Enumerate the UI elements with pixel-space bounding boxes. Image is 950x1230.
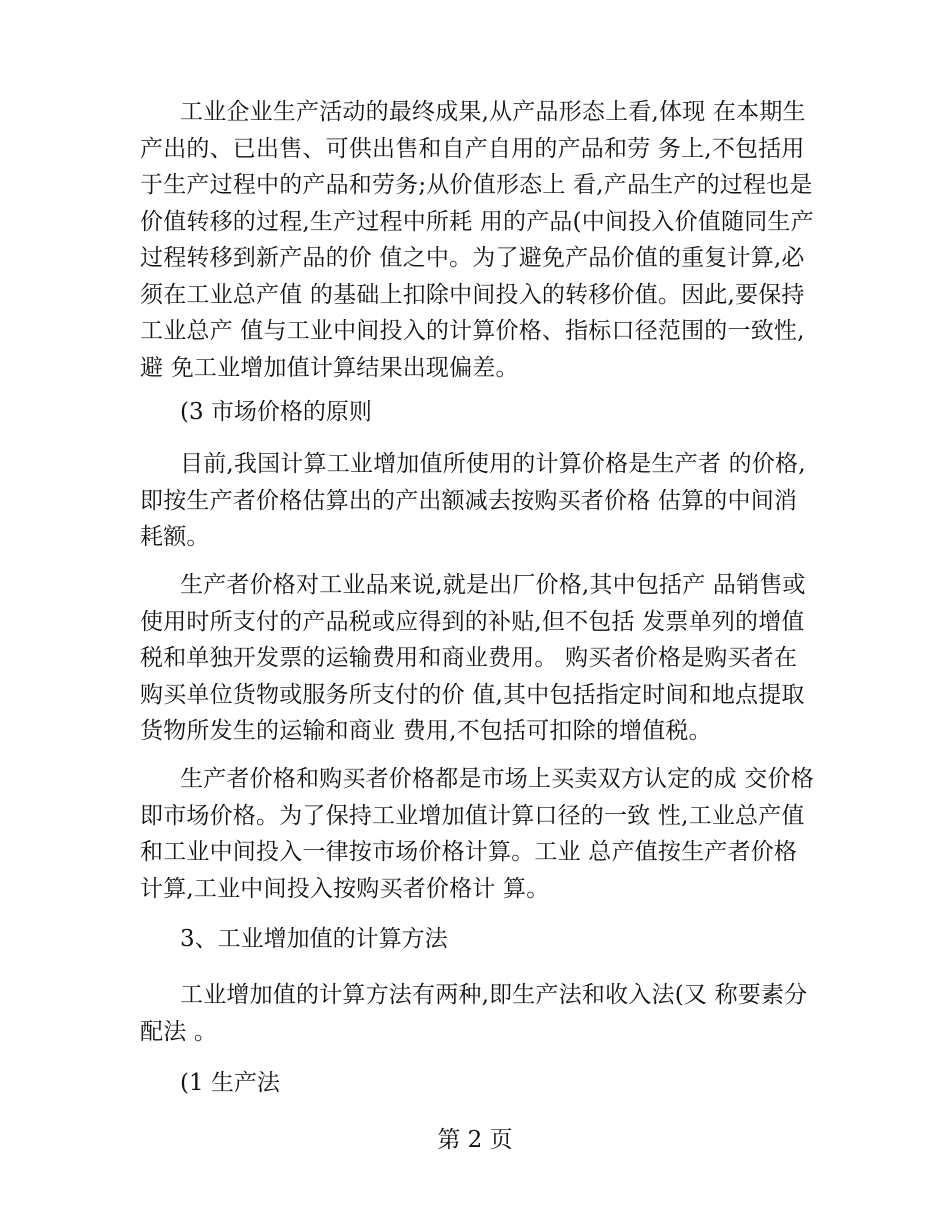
paragraph-two-methods: 工业增加值的计算方法有两种,即生产法和收入法(又 称要素分配法 。 (140, 982, 808, 1045)
paragraph-calculation-price: 目前,我国计算工业增加值所使用的计算价格是生产者 的价格,即按生产者价格估算出的产出额减去按购买者价格 估算的中间消耗额。 (140, 451, 806, 550)
paragraph-producer-price: 生产者价格对工业品来说,就是出厂价格,其中包括产 品销售或使用时所支付的产品税或应得到的补贴,但不包括 发票单列的增值税和单独开发票的运输费用和商业费用。 购买者价格是购买者在购买单位货物或服务所支付的价 值,其中包括指定时间和地点提取货物所发生的运输和商业 费用,不包括可扣除的增值税。 (140, 572, 806, 744)
paragraph-value-transfer: 工业企业生产活动的最终成果,从产品形态上看,体现 在本期生产出的、已出售、可供出售和自产自用的产品和劳 务上,不包括用于生产过程中的产品和劳务;从价值形态上 看,产品生产的过程也是价值转移的过程,生产过程中所耗 用的产品(中间投入价值随同生产过程转移到新产品的价 值之中。为了避免产品价值的重复计算,必须在工业总产值 的基础上扣除中间投入的转移价值。因此,要保持工业总产 值与工业中间投入的计算价格、指标口径范围的一致性,避 免工业增加值计算结果出现偏差。 (140, 99, 814, 381)
page-number-footer: 第 2 页 (437, 1127, 513, 1153)
heading-calculation-methods: 3、工业增加值的计算方法 (180, 926, 448, 952)
paragraph-market-price: 生产者价格和购买者价格都是市场上买卖双方认定的成 交价格即市场价格。为了保持工业增加值计算口径的一致 性,工业总产值和工业中间投入一律按市场价格计算。工业 总产值按生产者价格计算,工业中间投入按购买者价格计 算。 (140, 766, 814, 902)
heading-market-price-principle: (3 市场价格的原则 (180, 399, 372, 425)
heading-production-method: (1 生产法 (180, 1070, 280, 1096)
